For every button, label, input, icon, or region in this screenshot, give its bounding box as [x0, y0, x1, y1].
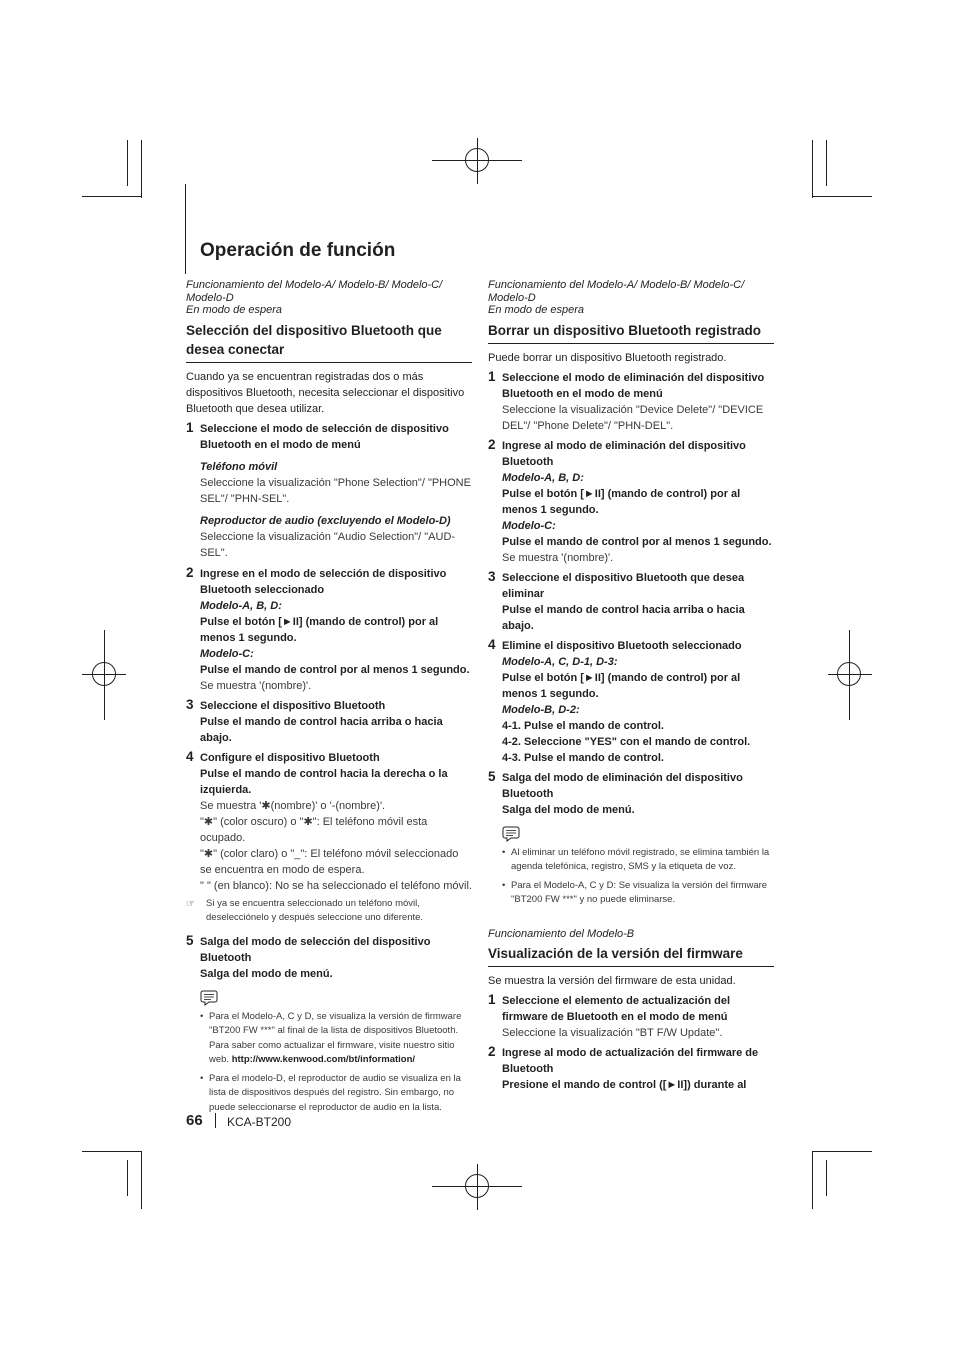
model-label: Modelo-A, B, D: [502, 471, 584, 484]
sub-title: Teléfono móvil [200, 460, 278, 473]
step-title: Configure el dispositivo Bluetooth [200, 751, 380, 764]
bullet-item [502, 846, 774, 875]
model-label: Modelo-A, B, D: [200, 599, 282, 612]
step-title: Ingrese al modo de eliminación del dispositivo Bluetooth [502, 439, 746, 468]
step-2 [488, 438, 774, 566]
step-text: Seleccione la visualización "BT F/W Update". [502, 1027, 723, 1039]
step-number: 2 [488, 1044, 496, 1059]
step-title: Salga del modo de eliminación del dispositivo Bluetooth [502, 771, 743, 800]
step-number: 3 [186, 696, 194, 712]
bullet-item [200, 1072, 472, 1116]
website-link[interactable]: http://www.kenwood.com/bt/information/ [231, 1054, 416, 1065]
pointing-hand-icon: ☞ [186, 898, 195, 910]
step-number: 1 [488, 368, 496, 384]
mode-label: En modo de espera [186, 304, 283, 316]
step-text: Pulse el mando de control hacia arriba o hacia abajo. [200, 715, 443, 744]
model-label: Modelo-B, D-2: [502, 703, 580, 716]
step-text: 4-2. Seleccione "YES" con el mando de control. [502, 735, 751, 748]
step-1 [186, 421, 472, 561]
step-text: Presione el mando de control ([►II]) durante al [502, 1079, 747, 1091]
step-text: Salga del modo de menú. [502, 803, 635, 816]
display-text: " " (en blanco): No se ha seleccionado el teléfono móvil. [200, 879, 472, 892]
page-footer [186, 1112, 292, 1130]
firmware-step-1 [488, 993, 774, 1041]
step-text: Pulse el mando de control por al menos 1 segundo. [200, 663, 470, 676]
step-number: 2 [488, 436, 496, 452]
bullet-item [502, 879, 774, 908]
note-text: Si ya se encuentra seleccionado un teléfono móvil, deselecciónelo y después seleccione uno diferente. [206, 897, 424, 923]
model-label: Modelo-C: [200, 647, 254, 660]
bullet-text: Para el Modelo-A, C y D, se visualiza la versión de firmware "BT200 FW ***" al final de la lista de dispositivos Bluetooth. Para saber como actualizar el firmware, visite nuestro sitio web. [209, 1010, 462, 1065]
bullet-item [200, 1010, 472, 1068]
model-label: Modelo-C: [502, 519, 556, 532]
bullet-text: Para el modelo-D, el reproductor de audio se visualiza en la lista de dispositivos después del registro. Sin embargo, no puede seleccionarse el reproductor de audio en la lista. [209, 1072, 461, 1113]
mode-label: Funcionamiento del Modelo-A/ Modelo-B/ Modelo-C/ Modelo-D [488, 279, 745, 304]
sub-text: Seleccione la visualización "Audio Selection"/ "AUD-SEL". [200, 530, 456, 559]
display-text: Se muestra '(nombre)'. [502, 551, 614, 564]
step-title: Seleccione el elemento de actualización del firmware de Bluetooth en el modo de menú [502, 995, 731, 1023]
firmware-step-2 [488, 1045, 774, 1093]
memo-icon [502, 826, 520, 842]
step-title: Ingrese al modo de actualización del firmware de Bluetooth [502, 1047, 759, 1075]
footer-divider [215, 1113, 216, 1128]
model-name: KCA-BT200 [227, 1115, 292, 1129]
section-heading: Borrar un dispositivo Bluetooth registrado [488, 321, 774, 344]
step-text: Pulse el mando de control por al menos 1 segundo. [502, 535, 772, 548]
step-2 [186, 566, 472, 694]
step-text: 4-1. Pulse el mando de control. [502, 719, 664, 732]
page-number: 66 [186, 1112, 203, 1129]
page-title: Operación de función [200, 240, 396, 261]
mode-label: Funcionamiento del Modelo-A/ Modelo-B/ Modelo-C/ Modelo-D [186, 279, 443, 304]
step-title: Seleccione el dispositivo Bluetooth [200, 699, 386, 712]
step-number: 4 [186, 748, 194, 764]
mode-label: Funcionamiento del Modelo-B [488, 927, 635, 940]
display-text: Se muestra '✱(nombre)' o '-(nombre)'. [200, 799, 386, 812]
sub-text: Seleccione la visualización "Phone Selection"/ "PHONE SEL"/ "PHN-SEL". [200, 476, 471, 505]
step-text: Pulse el botón [►II] (mando de control) por al menos 1 segundo. [502, 487, 741, 516]
bullet-text: Para el Modelo-A, C y D: Se visualiza la versión del firmware "BT200 FW ***" y no puede eliminarse. [511, 879, 768, 905]
display-text: "✱" (color oscuro) o "✱": El teléfono móvil esta ocupado. [200, 815, 428, 844]
bullet-text: Al eliminar un teléfono móvil registrado, se elimina también la agenda telefónica, registro, SMS y la etiqueta de voz. [511, 846, 770, 872]
step-number: 1 [488, 992, 496, 1007]
step-text: Pulse el botón [►II] (mando de control) por al menos 1 segundo. [200, 615, 439, 644]
step-3 [186, 698, 472, 746]
display-text: "✱" (color claro) o "_": El teléfono móvil seleccionado se encuentra en modo de espera. [200, 847, 459, 876]
step-text: Pulse el mando de control hacia la derecha o la izquierda. [200, 767, 448, 796]
step-3 [488, 570, 774, 634]
intro-text: Se muestra la versión del firmware de esta unidad. [488, 975, 736, 987]
step-text: Pulse el botón [►II] (mando de control) por al menos 1 segundo. [502, 671, 741, 700]
left-column [186, 279, 472, 1115]
step-title: Ingrese en el modo de selección de dispositivo Bluetooth seleccionado [200, 567, 447, 596]
step-4 [186, 750, 472, 894]
note [186, 897, 472, 926]
sub-title: Reproductor de audio (excluyendo el Modelo-D) [200, 514, 451, 527]
step-title: Seleccione el dispositivo Bluetooth que desea eliminar [502, 571, 745, 600]
section-heading: Selección del dispositivo Bluetooth que desea conectar [186, 321, 472, 363]
memo-icon [200, 990, 218, 1006]
step-title: Salga del modo de selección del dispositivo Bluetooth [200, 935, 431, 964]
step-title: Seleccione el modo de selección de dispositivo Bluetooth en el modo de menú [200, 422, 449, 451]
step-title: Seleccione el modo de eliminación del dispositivo Bluetooth en el modo de menú [502, 371, 765, 400]
step-number: 5 [488, 768, 496, 784]
mode-label: En modo de espera [488, 304, 585, 316]
step-text: Pulse el mando de control hacia arriba o hacia abajo. [502, 603, 745, 632]
intro-text: Cuando ya se encuentran registradas dos o más dispositivos Bluetooth, necesita seleccionar el dispositivo Bluetooth que desea utilizar. [186, 370, 465, 415]
step-number: 5 [186, 932, 194, 948]
step-text: 4-3. Pulse el mando de control. [502, 751, 664, 764]
step-5 [488, 770, 774, 818]
step-number: 4 [488, 636, 496, 652]
right-column [488, 279, 774, 1093]
step-5 [186, 934, 472, 982]
step-number: 1 [186, 419, 194, 435]
step-number: 3 [488, 568, 496, 584]
step-1 [488, 370, 774, 434]
step-text: Salga del modo de menú. [200, 967, 333, 980]
intro-text: Puede borrar un dispositivo Bluetooth registrado. [488, 351, 727, 364]
step-4 [488, 638, 774, 766]
section-heading: Visualización de la versión del firmware [488, 944, 774, 967]
model-label: Modelo-A, C, D-1, D-3: [502, 655, 618, 668]
step-title: Elimine el dispositivo Bluetooth seleccionado [502, 639, 742, 652]
step-text: Seleccione la visualización "Device Delete"/ "DEVICE DEL"/ "Phone Delete"/ "PHN-DEL". [502, 403, 764, 432]
display-text: Se muestra '(nombre)'. [200, 679, 312, 692]
step-number: 2 [186, 564, 194, 580]
